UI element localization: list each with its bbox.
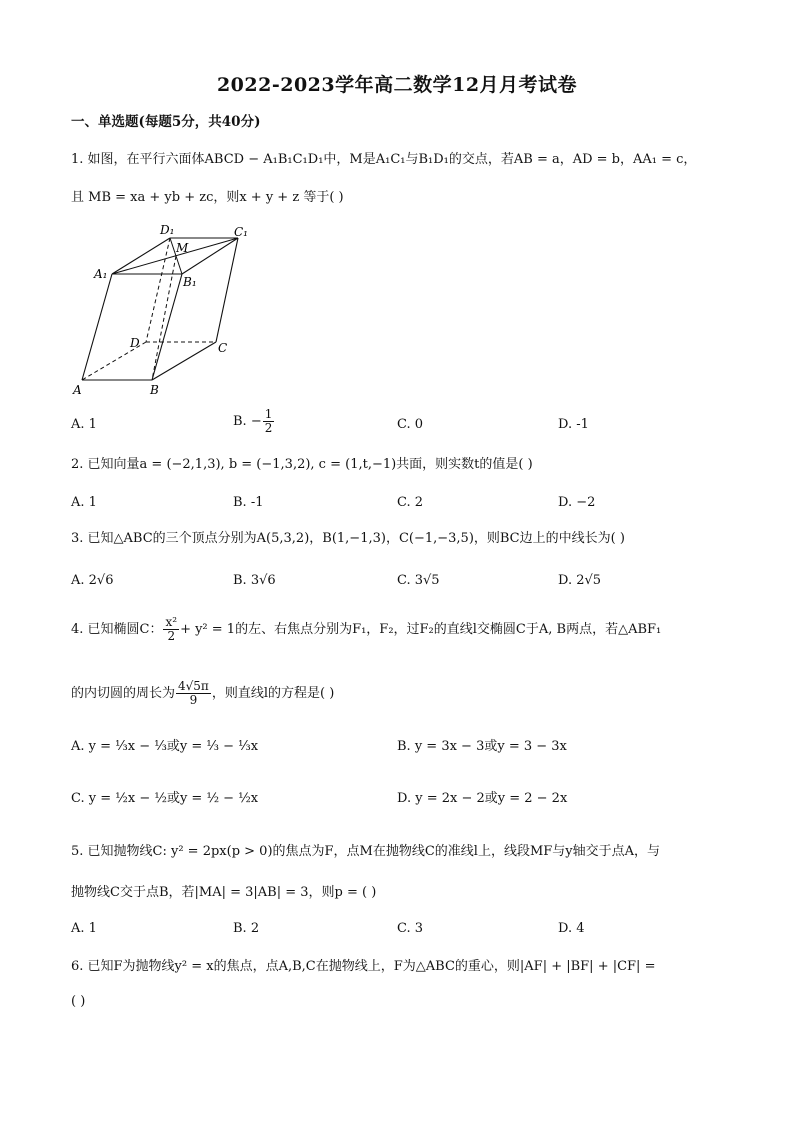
label-C: C — [218, 341, 228, 355]
q4-line2-denominator: 9 — [189, 693, 198, 707]
q4-fraction-perimeter — [176, 680, 211, 707]
q4-line1 — [71, 616, 661, 643]
label-D1: D₁ — [160, 223, 175, 237]
q5-line2: 抛物线C交于点B，若|MA| = 3|AB| = 3，则p = ( ) — [71, 885, 377, 900]
label-C1: C₁ — [234, 225, 248, 239]
q3-option-d: D. 2√5 — [558, 573, 602, 588]
q1-option-a: A. 1 — [71, 417, 97, 432]
q2-option-d: D. −2 — [558, 495, 596, 510]
q1-option-b-prefix: B. − — [233, 414, 262, 429]
q5-option-a: A. 1 — [71, 921, 97, 936]
q6-line1: 6. 已知F为抛物线y² = x的焦点，点A,B,C在抛物线上，F为△ABC的重心，则|AF| + |BF| + |CF| = — [71, 959, 656, 974]
q3-option-b: B. 3√6 — [233, 573, 276, 588]
label-B1: B₁ — [183, 275, 197, 289]
q2-text: 2. 已知向量a = (−2,1,3), b = (−1,3,2), c = (1,t,−1)共面，则实数t的值是( ) — [71, 457, 533, 472]
q4-option-d: D. y = 2x − 2或y = 2 − 2x — [397, 791, 568, 806]
q4-line2-numerator: 4√5π — [178, 679, 209, 693]
label-D: D — [130, 336, 140, 350]
page-title: 2022-2023学年高二数学12月月考试卷 — [216, 74, 578, 96]
parallelepiped-figure — [70, 222, 260, 400]
label-A: A — [73, 383, 82, 397]
q5-option-c: C. 3 — [397, 921, 424, 936]
q4-line2 — [71, 680, 334, 707]
q3-option-c: C. 3√5 — [397, 573, 440, 588]
q1-option-b-fraction — [263, 408, 275, 435]
q4-line1-post: + y² = 1的左、右焦点分别为F₁，F₂，过F₂的直线l交椭圆C于A, B两点，若△ABF₁ — [180, 622, 662, 637]
q4-line1-denominator: 2 — [167, 629, 176, 643]
q2-option-a: A. 1 — [71, 495, 97, 510]
label-M: M — [176, 241, 189, 255]
q2-option-c: C. 2 — [397, 495, 424, 510]
q5-option-d: D. 4 — [558, 921, 585, 936]
q1-option-b — [233, 408, 275, 435]
q4-line1-pre: 4. 已知椭圆C： — [71, 622, 163, 637]
q3-text: 3. 已知△ABC的三个顶点分别为A(5,3,2)，B(1,−1,3)，C(−1,−3,5)，则BC边上的中线长为( ) — [71, 531, 625, 546]
section-heading: 一、单选题(每题5分，共40分) — [71, 114, 261, 130]
q1-line2: 且 MB = xa + yb + zc，则x + y + z 等于( ) — [71, 190, 344, 205]
q1-line1: 1. 如图，在平行六面体ABCD − A₁B₁C₁D₁中，M是A₁C₁与B₁D₁的交点，若AB = a，AD = b，AA₁ = c， — [71, 152, 697, 167]
q6-line2: ( ) — [71, 994, 86, 1009]
q1-option-b-denominator: 2 — [264, 421, 273, 435]
q2-option-b: B. -1 — [233, 495, 264, 510]
q5-option-b: B. 2 — [233, 921, 260, 936]
label-A1: A₁ — [94, 267, 108, 281]
q4-fraction-x2-over-2 — [163, 616, 179, 643]
q1-option-b-numerator: 1 — [264, 407, 273, 421]
q4-line2-pre: 的内切圆的周长为 — [71, 686, 176, 701]
q4-line1-numerator: x² — [165, 615, 178, 629]
q1-option-c: C. 0 — [397, 417, 424, 432]
q4-option-b: B. y = 3x − 3或y = 3 − 3x — [397, 739, 567, 754]
q3-option-a: A. 2√6 — [71, 573, 114, 588]
q1-option-d: D. -1 — [558, 417, 589, 432]
q4-option-c: C. y = ½x − ½或y = ½ − ½x — [71, 791, 259, 806]
q4-line2-post: ，则直线l的方程是( ) — [211, 686, 335, 701]
q5-line1: 5. 已知抛物线C: y² = 2px(p > 0)的焦点为F，点M在抛物线C的准线l上，线段MF与y轴交于点A，与 — [71, 844, 661, 859]
q4-option-a: A. y = ⅓x − ⅓或y = ⅓ − ⅓x — [71, 739, 259, 754]
label-B: B — [150, 383, 159, 397]
